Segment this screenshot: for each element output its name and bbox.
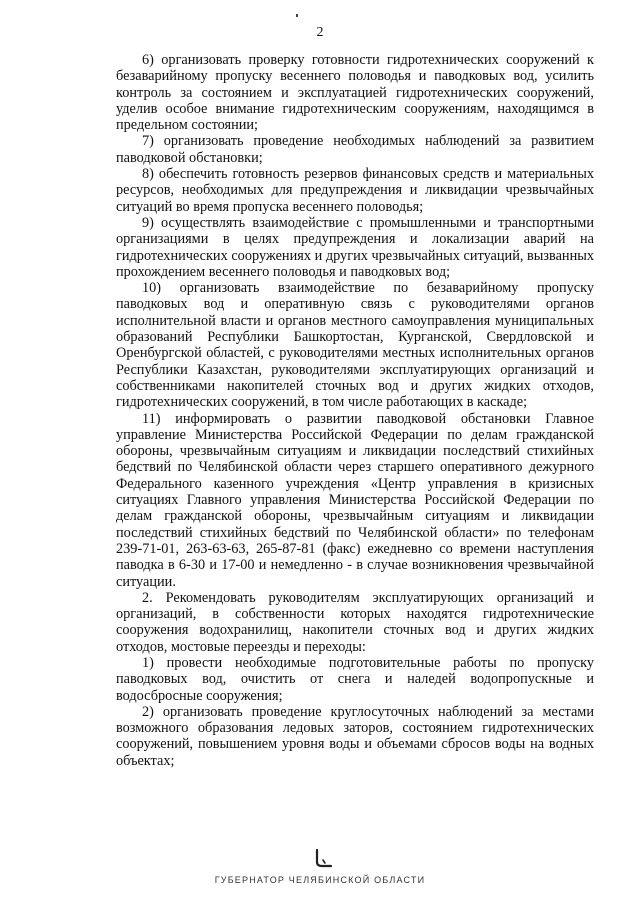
paragraph-item-9: 9) осуществлять взаимодействие с промышленными и транспортными организациями в целях предупреждения и локализации аварий на гидротехнических сооружениях и других чрезвычайных ситуаций, вызванных прохождением весеннего половодья и паводковых вод; [116, 214, 594, 280]
scan-speck [296, 14, 298, 17]
paragraph-section-2: 2. Рекомендовать руководителям эксплуатирующих организаций и организаций, в собственности которых находятся гидротехнические сооружения водохранилищ, накопители сточных вод и других жидких отходов, мостовые переезды и переходы: [116, 589, 594, 655]
document-body [116, 52, 594, 769]
paragraph-subitem-1: 1) провести необходимые подготовительные работы по пропуску паводковых вод, очистить от снега и наледей водопропускные и водосбросные сооружения; [116, 654, 594, 704]
footer-title: ГУБЕРНАТОР ЧЕЛЯБИНСКОЙ ОБЛАСТИ [214, 875, 426, 885]
paragraph-item-11: 11) информировать о развитии паводковой обстановки Главное управление Министерства Российской Федерации по делам гражданской обороны, чрезвычайным ситуациям и ликвидации последствий стихийных бедствий по Челябинской области через старшего оперативного дежурного Федерального казенного учреждения «Центр управления в кризисных ситуациях Главного управления Министерства Российской Федерации по делам гражданской обороны, чрезвычайным ситуациям и ликвидации последствий стихийных бедствий по Челябинской области» по телефонам 239-71-01, 263-63-63, 265-87-81 (факс) ежедневно со времени наступления паводка в 6-30 и 17-00 и немедленно - в случае возникновения чрезвычайной ситуации. [116, 410, 594, 590]
signature-mark-icon [312, 846, 336, 870]
paragraph-item-10: 10) организовать взаимодействие по безаварийному пропуску паводковых вод и оперативную связь с руководителями органов исполнительной власти и органов местного самоуправления муниципальных образований Республики Башкортостан, Курганской, Свердловской и Оренбургской областей, с руководителями местных исполнительных органов Республики Казахстан, руководителями эксплуатирующих организаций и собственниками накопителей сточных вод и других жидких отходов, гидротехнических сооружений, в том числе работающих в каскаде; [116, 280, 594, 411]
paragraph-item-7: 7) организовать проведение необходимых наблюдений за развитием паводковой обстановки; [116, 133, 594, 166]
page-number: 2 [316, 25, 324, 40]
paragraph-item-6: 6) организовать проверку готовности гидротехнических сооружений к безаварийному пропуску весеннего половодья и паводковых вод, усилить контроль за состоянием и эксплуатацией гидротехнических сооружений, уделив особое внимание гидротехническим сооружениям, находящимся в предельном состоянии; [116, 52, 594, 134]
paragraph-subitem-2: 2) организовать проведение круглосуточных наблюдений за местами возможного образования ледовых заторов, состоянием гидротехнических сооружений, повышением уровня воды и объемами сбросов воды на водных объектах; [116, 703, 594, 769]
paragraph-item-8: 8) обеспечить готовность резервов финансовых средств и материальных ресурсов, необходимых для предупреждения и ликвидации чрезвычайных ситуаций во время пропуска весеннего половодья; [116, 166, 594, 215]
